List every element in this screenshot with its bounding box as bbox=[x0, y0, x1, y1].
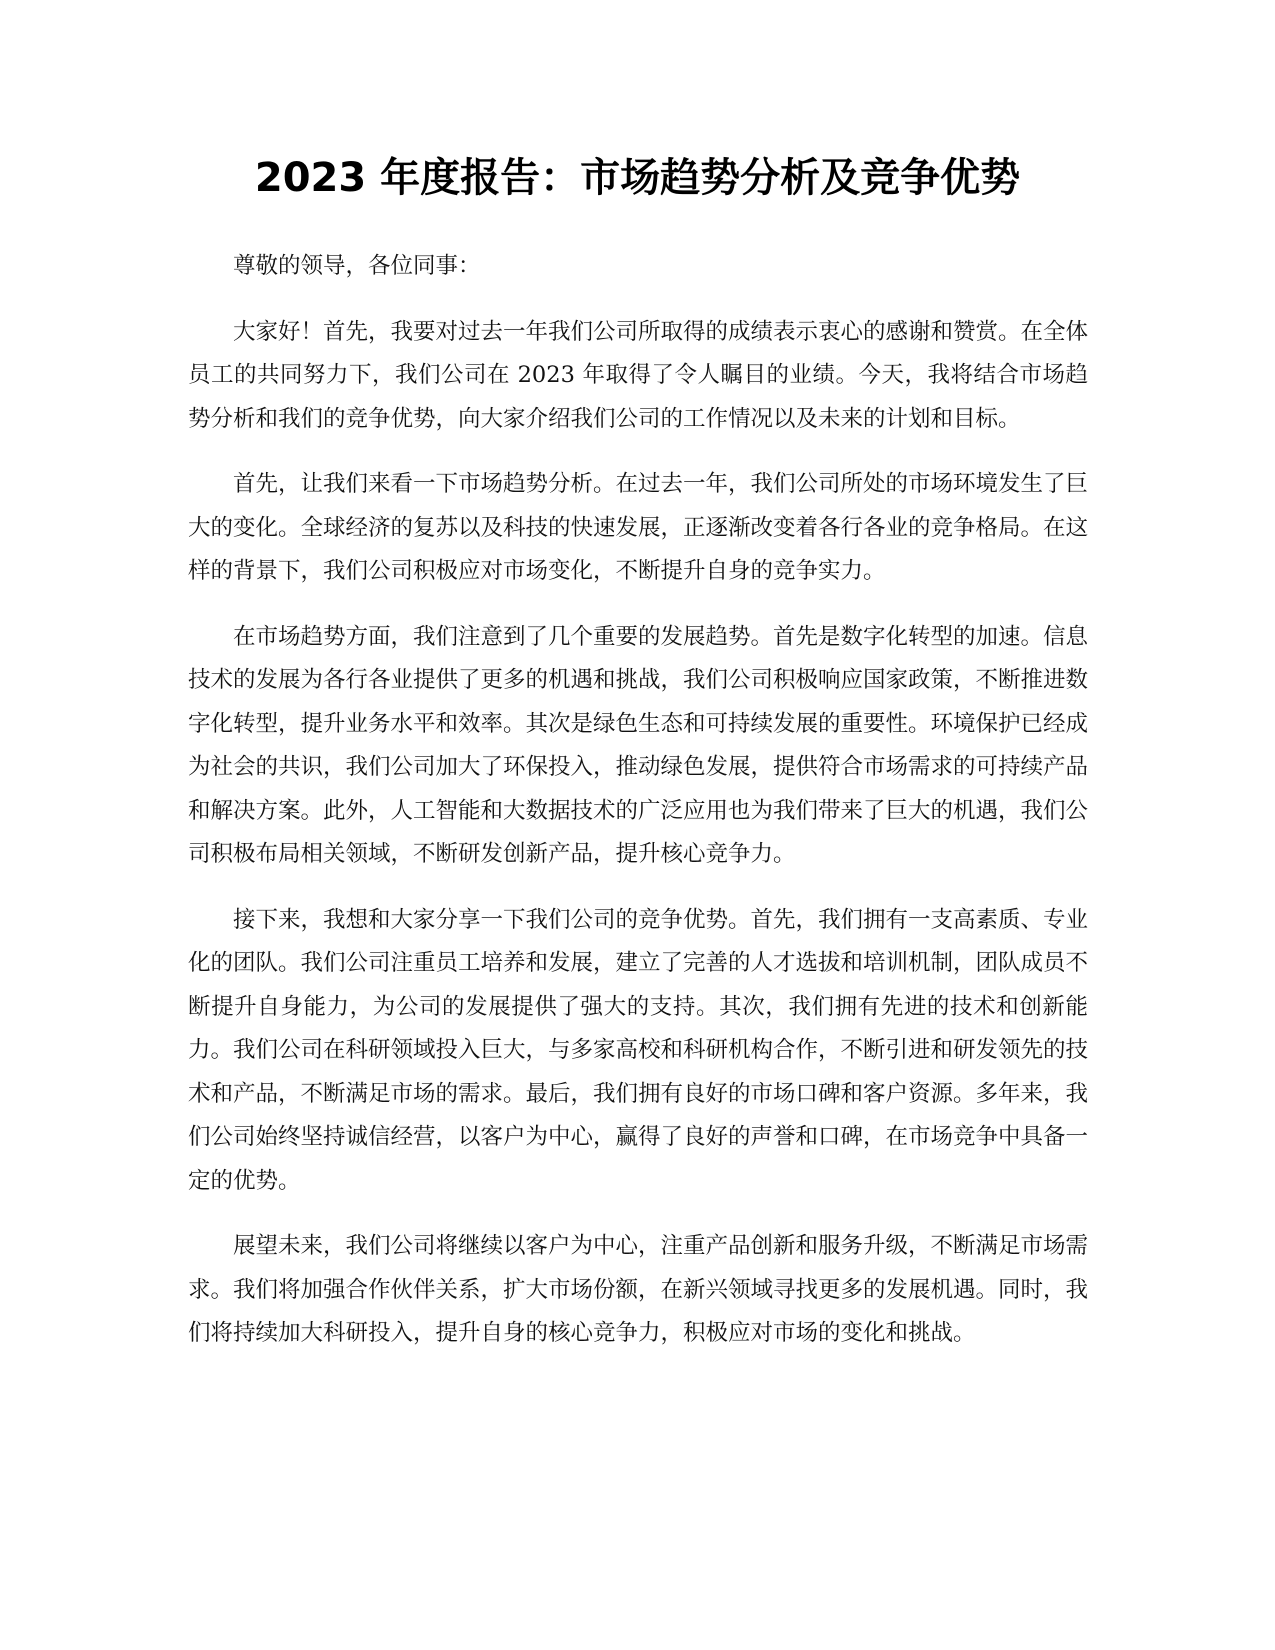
document-body bbox=[188, 245, 1088, 1378]
document-title: 2023 年度报告：市场趋势分析及竞争优势 bbox=[254, 155, 1021, 201]
salutation: 尊敬的领导，各位同事： bbox=[233, 253, 481, 279]
paragraph-intro: 大家好！首先，我要对过去一年我们公司所取得的成绩表示衷心的感谢和赞赏。在全体员工的共同努力下，我们公司在 2023 年取得了令人瞩目的业绩。今天，我将结合市场趋势分析和我们的竞争优势，向大家介绍我们公司的工作情况以及未来的计划和目标。 bbox=[188, 318, 1089, 432]
paragraph-market-trends: 在市场趋势方面，我们注意到了几个重要的发展趋势。首先是数字化转型的加速。信息技术的发展为各行各业提供了更多的机遇和挑战，我们公司积极响应国家政策，不断推进数字化转型，提升业务水平和效率。其次是绿色生态和可持续发展的重要性。环境保护已经成为社会的共识，我们公司加大了环保投入，推动绿色发展，提供符合市场需求的可持续产品和解决方案。此外，人工智能和大数据技术的广泛应用也为我们带来了巨大的机遇，我们公司积极布局相关领域，不断研发创新产品，提升核心竞争力。 bbox=[188, 623, 1089, 867]
paragraph-market-overview: 首先，让我们来看一下市场趋势分析。在过去一年，我们公司所处的市场环境发生了巨大的变化。全球经济的复苏以及科技的快速发展，正逐渐改变着各行各业的竞争格局。在这样的背景下，我们公司积极应对市场变化，不断提升自身的竞争实力。 bbox=[188, 471, 1089, 584]
paragraph-outlook: 展望未来，我们公司将继续以客户为中心，注重产品创新和服务升级，不断满足市场需求。我们将加强合作伙伴关系，扩大市场份额，在新兴领域寻找更多的发展机遇。同时，我们将持续加大科研投入，提升自身的核心竞争力，积极应对市场的变化和挑战。 bbox=[188, 1233, 1089, 1346]
paragraph-competitive-advantages: 接下来，我想和大家分享一下我们公司的竞争优势。首先，我们拥有一支高素质、专业化的团队。我们公司注重员工培养和发展，建立了完善的人才选拔和培训机制，团队成员不断提升自身能力，为公司的发展提供了强大的支持。其次，我们拥有先进的技术和创新能力。我们公司在科研领域投入巨大，与多家高校和科研机构合作，不断引进和研发领先的技术和产品，不断满足市场的需求。最后，我们拥有良好的市场口碑和客户资源。多年来，我们公司始终坚持诚信经营，以客户为中心，赢得了良好的声誉和口碑，在市场竞争中具备一定的优势。 bbox=[188, 906, 1089, 1194]
